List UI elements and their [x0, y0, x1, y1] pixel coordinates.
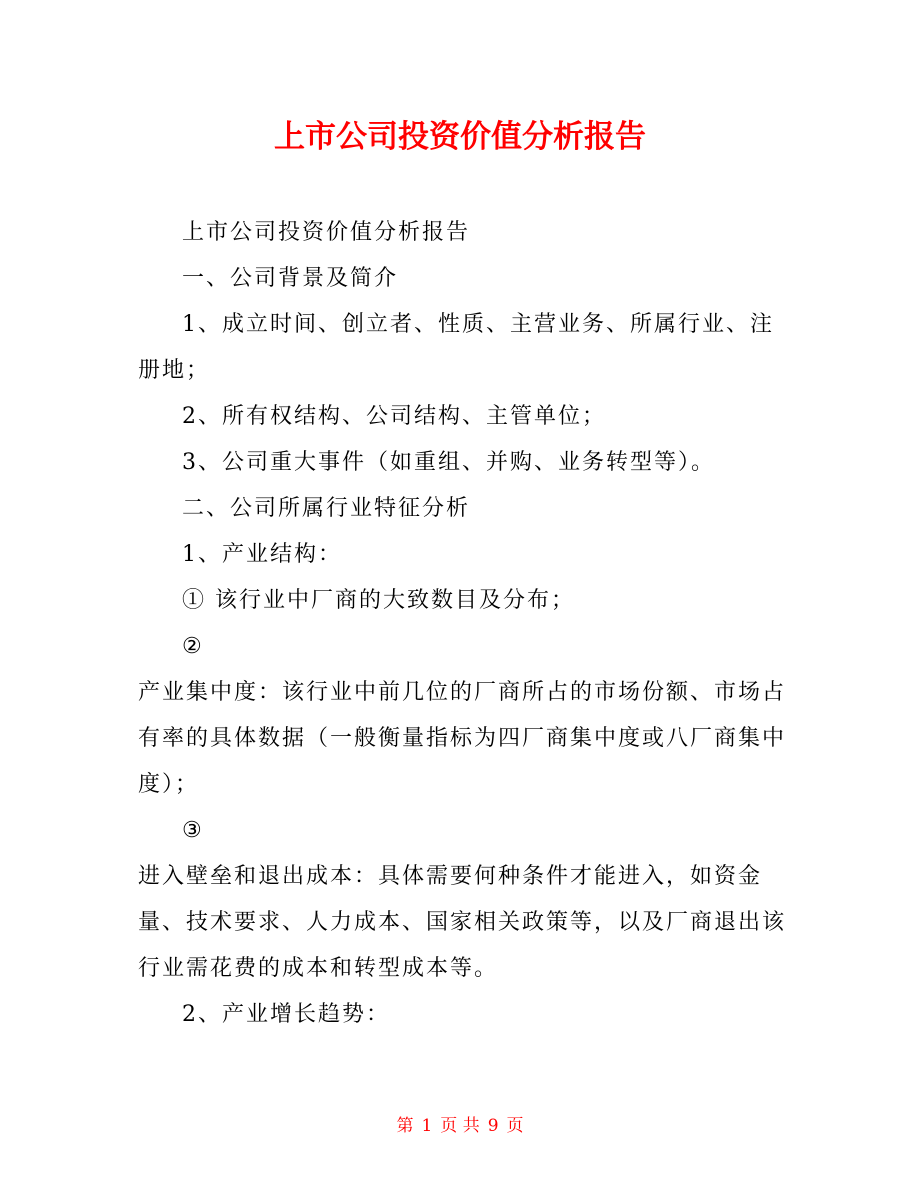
paragraph-item-1: 1、成立时间、创立者、性质、主营业务、所属行业、注册地； — [138, 312, 774, 383]
footer-mid: 页 共 — [440, 1116, 480, 1136]
document-title: 上市公司投资价值分析报告 — [274, 119, 646, 155]
footer-prefix: 第 — [396, 1116, 414, 1136]
footer-suffix: 页 — [506, 1116, 524, 1136]
section-heading-company-background: 一、公司背景及简介 — [182, 266, 399, 291]
subheading-industry-growth: 2、产业增长趋势： — [182, 1002, 390, 1027]
paragraph-item-3: 3、公司重大事件（如重组、并购、业务转型等）。 — [182, 450, 715, 475]
footer-current-page: 1 — [421, 1116, 433, 1136]
subheading-industry-structure: 1、产业结构： — [182, 542, 342, 567]
page-footer — [0, 1112, 920, 1140]
section-heading-industry-analysis: 二、公司所属行业特征分析 — [182, 496, 471, 521]
paragraph-entry-barriers: 进入壁垒和退出成本：具体需要何种条件才能进入，如资金量、技术要求、人力成本、国家相关政策等，以及厂商退出该行业需花费的成本和转型成本等。 — [138, 864, 787, 981]
circled-number-3: ③ — [182, 818, 204, 843]
paragraph-report-heading: 上市公司投资价值分析报告 — [182, 220, 471, 245]
footer-total-pages: 9 — [487, 1116, 499, 1136]
paragraph-item-2: 2、所有权结构、公司结构、主管单位； — [182, 404, 606, 429]
circled-number-2: ② — [182, 634, 204, 659]
list-item-circled-1: ① 该行业中厂商的大致数目及分布； — [182, 588, 575, 613]
paragraph-industry-concentration: 产业集中度：该行业中前几位的厂商所占的市场份额、市场占有率的具体数据（一般衡量指标为四厂商集中度或八厂商集中度）； — [138, 680, 787, 797]
document-body — [138, 210, 788, 1038]
